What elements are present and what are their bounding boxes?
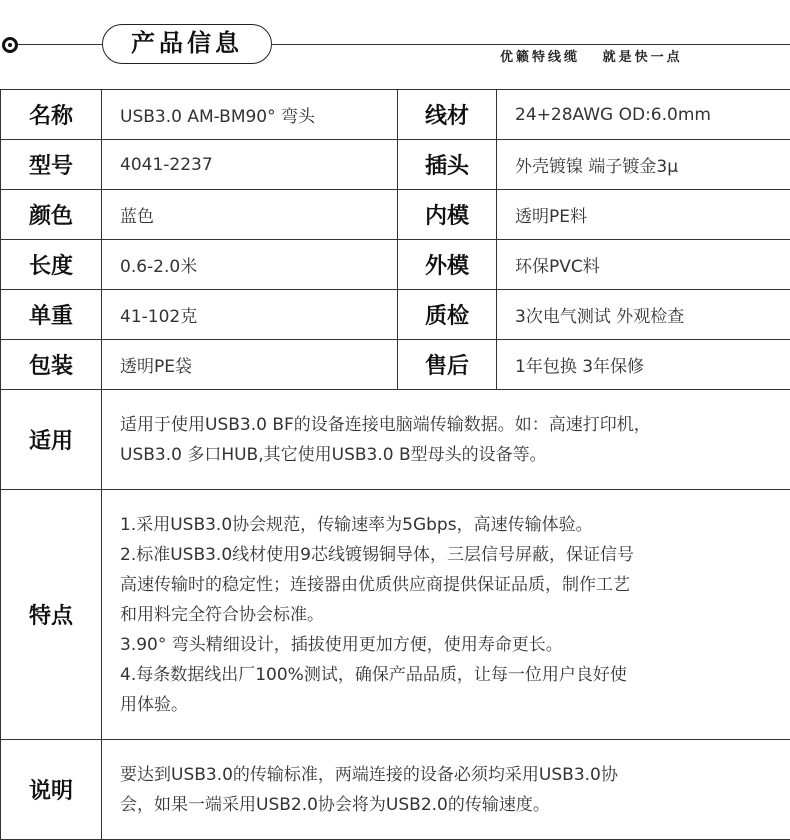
spec-label-packaging: 包装 — [1, 340, 102, 390]
spec-value-inner-mold: 透明PE料 — [497, 190, 790, 240]
spec-value-model: 4041-2237 — [102, 140, 398, 190]
spec-label-weight: 单重 — [1, 290, 102, 340]
spec-value-packaging: 透明PE袋 — [102, 340, 398, 390]
product-spec-table — [0, 89, 790, 840]
spec-label-name: 名称 — [1, 90, 102, 140]
usage-line: 适用于使用USB3.0 BF的设备连接电脑端传输数据。如：高速打印机， — [120, 414, 651, 435]
spec-value-qc: 3次电气测试 外观检查 — [497, 290, 790, 340]
spec-value-name: USB3.0 AM-BM90° 弯头 — [102, 90, 398, 140]
header-divider-left — [18, 44, 102, 45]
spec-label-length: 长度 — [1, 240, 102, 290]
spec-row — [1, 340, 790, 390]
section-title: 产品信息 — [102, 24, 272, 64]
spec-value-length: 0.6-2.0米 — [102, 240, 398, 290]
spec-label-qc: 质检 — [398, 290, 497, 340]
spec-row — [1, 240, 790, 290]
usage-label: 适用 — [1, 390, 102, 490]
usage-text — [102, 390, 790, 490]
spec-value-outer-mold: 环保PVC料 — [497, 240, 790, 290]
spec-label-color: 颜色 — [1, 190, 102, 240]
spec-value-color: 蓝色 — [102, 190, 398, 240]
spec-row — [1, 190, 790, 240]
notes-row — [1, 740, 790, 840]
spec-label-inner-mold: 内模 — [398, 190, 497, 240]
features-line: 4.每条数据线出厂100%测试，确保产品品质，让每一位用户良好使 — [120, 664, 627, 685]
spec-label-outer-mold: 外模 — [398, 240, 497, 290]
features-row — [1, 490, 790, 740]
spec-label-after-sales: 售后 — [398, 340, 497, 390]
notes-line: 会，如果一端采用USB2.0协会将为USB2.0的传输速度。 — [120, 794, 550, 815]
spec-label-model: 型号 — [1, 140, 102, 190]
features-line: 3.90° 弯头精细设计，插拔使用更加方便，使用寿命更长。 — [120, 634, 563, 655]
spec-row — [1, 90, 790, 140]
header — [0, 0, 790, 90]
notes-text — [102, 740, 790, 840]
features-line: 高速传输时的稳定性；连接器由优质供应商提供保证品质，制作工艺 — [120, 574, 630, 595]
usage-row — [1, 390, 790, 490]
spec-label-cable: 线材 — [398, 90, 497, 140]
notes-label: 说明 — [1, 740, 102, 840]
features-label: 特点 — [1, 490, 102, 740]
usage-line: USB3.0 多口HUB,其它使用USB3.0 B型母头的设备等。 — [120, 444, 547, 465]
spec-row — [1, 290, 790, 340]
spec-label-plug: 插头 — [398, 140, 497, 190]
features-line: 1.采用USB3.0协会规范，传输速率为5Gbps，高速传输体验。 — [120, 514, 593, 535]
header-divider-right — [272, 44, 790, 45]
spec-row — [1, 140, 790, 190]
brand-slogan: 优籁特线缆 就是快一点 — [500, 50, 683, 65]
features-line: 用体验。 — [120, 694, 188, 715]
spec-value-after-sales: 1年包换 3年保修 — [497, 340, 790, 390]
features-line: 2.标准USB3.0线材使用9芯线镀锡铜导体，三层信号屏蔽，保证信号 — [120, 544, 634, 565]
spec-value-cable: 24+28AWG OD:6.0mm — [497, 90, 790, 140]
target-circle-icon — [2, 37, 18, 53]
spec-value-weight: 41-102克 — [102, 290, 398, 340]
features-line: 和用料完全符合协会标准。 — [120, 604, 324, 625]
notes-line: 要达到USB3.0的传输标准，两端连接的设备必须均采用USB3.0协 — [120, 764, 618, 785]
features-text — [102, 490, 790, 740]
spec-value-plug: 外壳镀镍 端子镀金3μ — [497, 140, 790, 190]
